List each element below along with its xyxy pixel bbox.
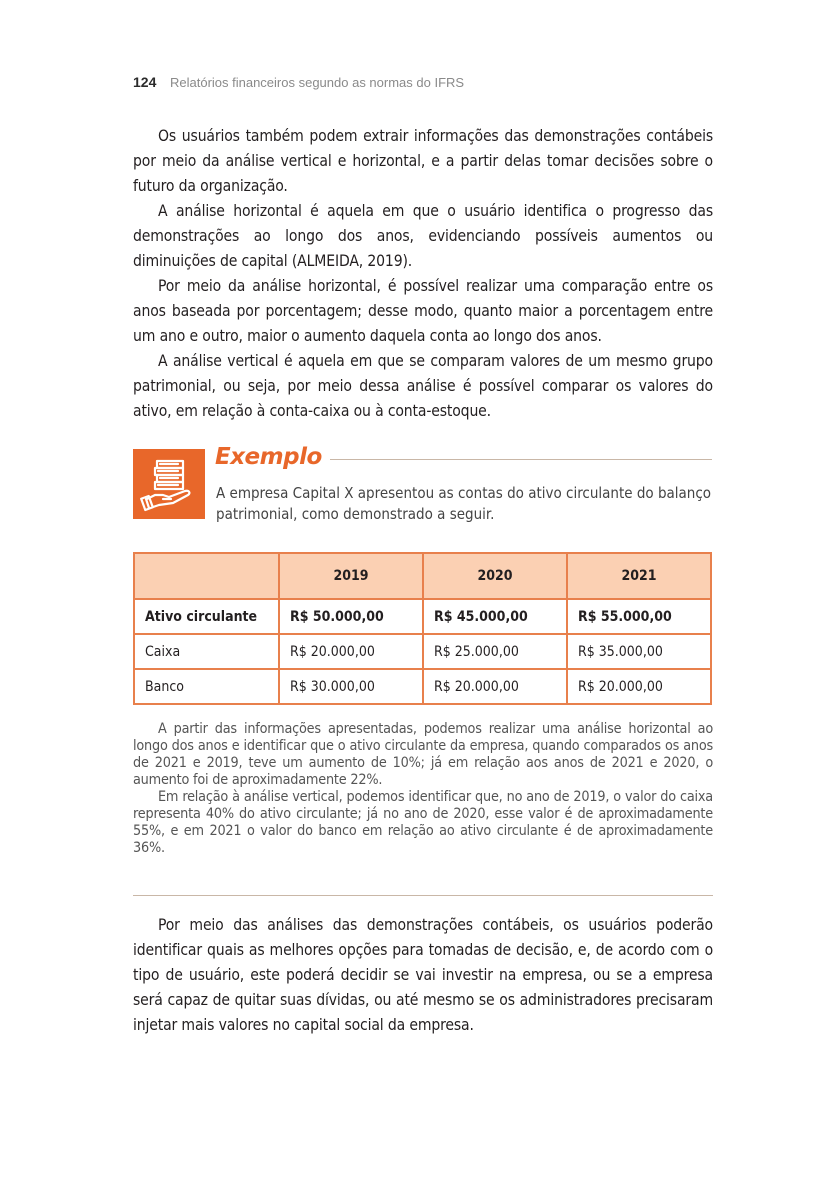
table-row	[134, 669, 711, 704]
divider	[133, 895, 713, 896]
table-cell: R$ 20.000,00	[423, 669, 567, 704]
paragraph: A análise vertical é aquela em que se comparam valores de um mesmo grupo patrimonial, ou seja, por meio dessa análise é possível comparar os valores do ativo, em relação à conta-caixa ou à conta-estoque.	[133, 352, 713, 420]
assets-table	[133, 552, 712, 705]
column-header: 2019	[279, 553, 423, 599]
example-description: A empresa Capital X apresentou as contas do ativo circulante do balanço patrimonial, como demonstrado a seguir.	[216, 484, 712, 523]
column-header: 2021	[567, 553, 711, 599]
example-title: Exemplo	[215, 444, 322, 470]
paragraph: Por meio da análise horizontal, é possível realizar uma comparação entre os anos baseada por porcentagem; desse modo, quanto maior a porcentagem entre um ano e outro, maior o aumento daquela conta ao longo dos anos.	[133, 277, 713, 345]
table-cell: R$ 50.000,00	[279, 599, 423, 634]
table-cell: R$ 45.000,00	[423, 599, 567, 634]
table-cell: R$ 20.000,00	[279, 634, 423, 669]
page-number: 124	[133, 74, 157, 90]
column-header	[134, 553, 279, 599]
intro-text	[133, 124, 713, 424]
example-analysis	[133, 721, 713, 857]
paragraph: A análise horizontal é aquela em que o usuário identifica o progresso das demonstrações ao longo dos anos, evidenciando possíveis aumentos ou diminuições de capital (ALMEIDA, 2019).	[133, 202, 713, 270]
row-label: Ativo circulante	[134, 599, 279, 634]
table-cell: R$ 55.000,00	[567, 599, 711, 634]
hand-holding-books-icon	[133, 449, 205, 519]
table-cell: R$ 25.000,00	[423, 634, 567, 669]
table-cell: R$ 35.000,00	[567, 634, 711, 669]
table-row	[134, 634, 711, 669]
table-cell: R$ 20.000,00	[567, 669, 711, 704]
row-label: Caixa	[134, 634, 279, 669]
closing-text	[133, 913, 713, 1038]
table-header-row	[134, 553, 711, 599]
paragraph: Os usuários também podem extrair informações das demonstrações contábeis por meio da análise vertical e horizontal, e a partir delas tomar decisões sobre o futuro da organização.	[133, 127, 713, 195]
table-row	[134, 599, 711, 634]
book-title: Relatórios financeiros segundo as normas do IFRS	[169, 75, 465, 90]
paragraph: Em relação à análise vertical, podemos identificar que, no ano de 2019, o valor do caixa representa 40% do ativo circulante; já no ano de 2020, esse valor é de aproximadamente 55%, e em 2021 o valor do banco em relação ao ativo circulante é de aproximadamente 36%.	[133, 789, 713, 856]
paragraph: Por meio das análises das demonstrações contábeis, os usuários poderão identificar quais as melhores opções para tomadas de decisão, e, de acordo com o tipo de usuário, este poderá decidir se vai investir na empresa, ou se a empresa será capaz de quitar suas dívidas, ou até mesmo se os administradores precisaram injetar mais valores no capital social da empresa.	[133, 916, 713, 1034]
row-label: Banco	[134, 669, 279, 704]
column-header: 2020	[423, 553, 567, 599]
table-cell: R$ 30.000,00	[279, 669, 423, 704]
divider	[330, 459, 712, 460]
paragraph: A partir das informações apresentadas, podemos realizar uma análise horizontal ao longo dos anos e identificar que o ativo circulante da empresa, quando comparados os anos de 2021 e 2019, teve um aumento de 10%; já em relação aos anos de 2021 e 2020, o aumento foi de aproximadamente 22%.	[133, 721, 713, 788]
running-header	[133, 74, 464, 90]
